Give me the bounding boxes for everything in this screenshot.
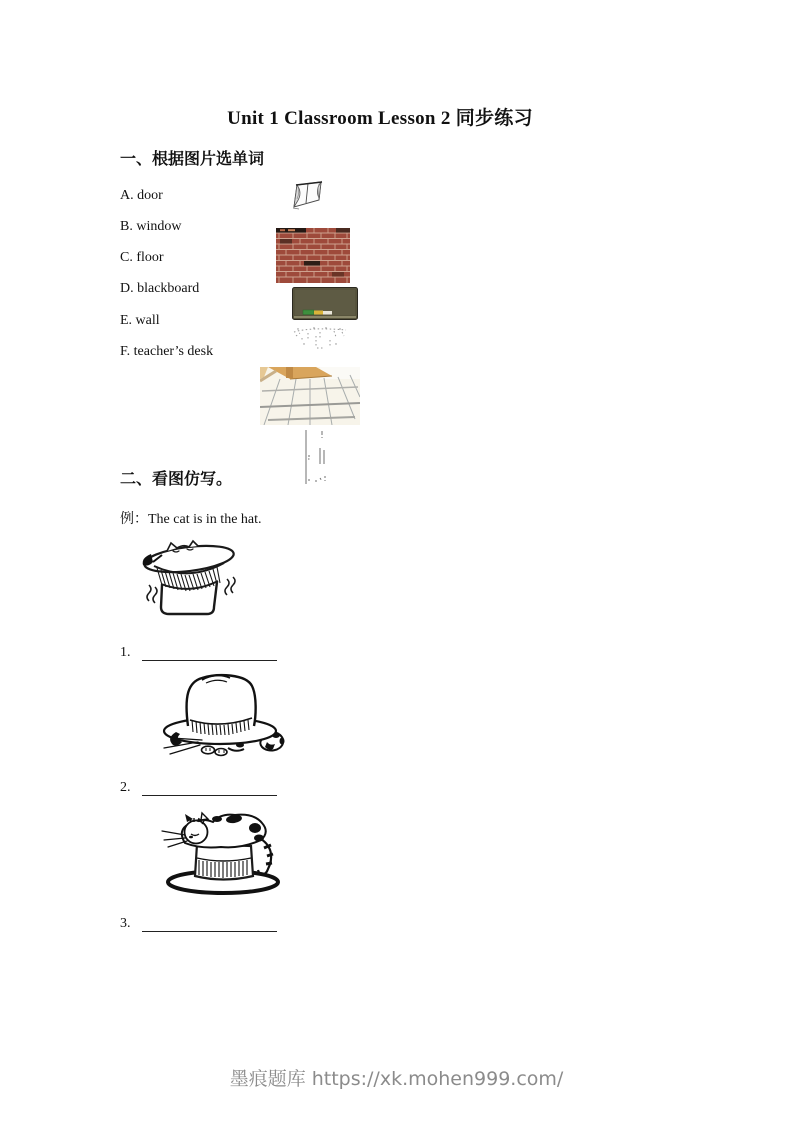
item-3-number: 3.	[120, 916, 131, 931]
option-c-floor: C. floor	[120, 250, 164, 265]
cat-on-hat-image	[160, 806, 287, 896]
item-3-blank	[142, 931, 277, 932]
door-sketch	[300, 428, 333, 487]
option-f-teachers-desk: F. teacher’s desk	[120, 344, 214, 359]
option-e-wall: E. wall	[120, 313, 160, 328]
cat-in-hat-image	[137, 538, 240, 618]
example-sentence: 例：The cat is in the hat.	[120, 512, 262, 527]
section1-heading: 一、根据图片选单词	[120, 151, 265, 168]
item-2-number: 2.	[120, 780, 131, 795]
floor-image	[260, 367, 360, 425]
option-d-blackboard: D. blackboard	[120, 281, 200, 296]
item-2-blank	[142, 795, 277, 796]
brick-wall-image	[276, 228, 350, 283]
blackboard-image	[292, 287, 358, 320]
cat-under-hat-image	[158, 668, 288, 758]
section2-heading: 二、看图仿写。	[120, 471, 233, 488]
page-title: Unit 1 Classroom Lesson 2 同步练习	[227, 108, 533, 129]
option-a-door: A. door	[120, 188, 163, 203]
item-1-blank	[142, 660, 277, 661]
option-b-window: B. window	[120, 219, 182, 234]
window-image	[288, 180, 325, 212]
item-1-number: 1.	[120, 645, 131, 660]
footer-watermark: 墨痕题库 https://xk.mohen999.com/	[229, 1068, 564, 1090]
teachers-desk-sketch	[290, 324, 350, 352]
